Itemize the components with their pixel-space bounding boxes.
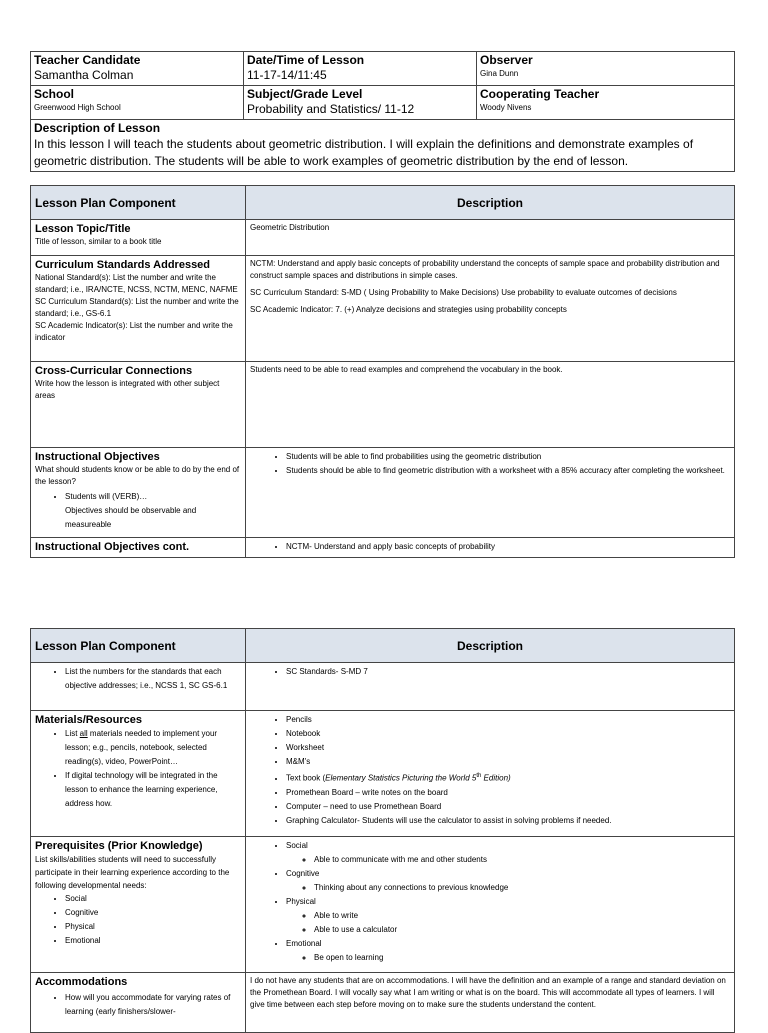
accom-title: Accommodations <box>35 976 128 988</box>
list-item: • Students should be able to find geometric distribution with a worksheet with a 85% accuracy after completing the worksheet. <box>286 464 730 478</box>
prereq-title: Prerequisites (Prior Knowledge) <box>35 840 203 852</box>
list-item: • Pencils <box>286 713 730 727</box>
list-item: • Emotional ◦ Be open to learning <box>286 937 730 965</box>
list-item: • List all materials needed to implement your lesson; e.g., pencils, notebook, selected reading(s), video, PowerPoint… <box>65 727 241 769</box>
list-item: • Social ◦ Able to communicate with me and other students <box>286 839 730 867</box>
school-cell <box>31 86 244 120</box>
list-item: • Students will (VERB)… Objectives should be observable and measureable <box>65 490 241 532</box>
table-row <box>31 448 735 538</box>
list-item: • Cognitive ◦ Thinking about any connections to previous knowledge <box>286 867 730 895</box>
list-item: • M&M's <box>286 755 730 769</box>
coop-label: Cooperating Teacher <box>480 87 600 101</box>
component-header: Lesson Plan Component <box>31 629 246 663</box>
objectives-cont-title: Instructional Objectives cont. <box>35 541 190 553</box>
list-item: ◦ Able to communicate with me and other students <box>314 853 730 867</box>
component-header: Lesson Plan Component <box>31 186 246 220</box>
subject-label: Subject/Grade Level <box>247 87 363 101</box>
objectives-hint: What should students know or be able to do by the end of the lesson? <box>35 465 240 486</box>
table-row <box>31 837 735 973</box>
list-item: • Promethean Board – write notes on the board <box>286 786 730 800</box>
description-value: In this lesson I will teach the students about geometric distribution. I will explain the definitions and demonstrate examples of geometric distribution. The students will be able to work examples of geometric distribution by the end of lesson. <box>34 137 694 168</box>
materials-title: Materials/Resources <box>35 714 142 726</box>
observer-value: Gina Dunn <box>480 69 519 78</box>
topic-title: Lesson Topic/Title <box>35 223 131 235</box>
lesson-info-table <box>30 51 735 172</box>
date-label: Date/Time of Lesson <box>247 53 365 67</box>
table-row <box>31 538 735 558</box>
list-item: ◦ Thinking about any connections to previous knowledge <box>314 881 730 895</box>
materials-list <box>250 713 730 828</box>
standards-hint-indicator: SC Academic Indicator(s): List the number and write the indicator <box>35 321 233 342</box>
lesson-plan-table-2 <box>30 628 735 1033</box>
standards-hint-sc: SC Curriculum Standard(s): List the number and write the standard; i.e., GS-6.1 <box>35 297 239 318</box>
date-cell <box>244 52 477 86</box>
list-item: • List the numbers for the standards that each objective addresses; i.e., NCSS 1, SC GS-6.1 <box>65 665 241 693</box>
list-item: • How will you accommodate for varying rates of learning (early finishers/slower- <box>65 991 241 1019</box>
prereq-hint: List skills/abilities students will need to successfully participate in their learning experience according to the following developmental needs: <box>35 855 230 890</box>
list-item: • Emotional <box>65 934 241 948</box>
sc-standards-list <box>250 665 730 679</box>
description-cell <box>31 120 735 172</box>
list-item: • If digital technology will be integrated in the lesson to enhance the learning experience, address how. <box>65 769 241 811</box>
teacher-value: Samantha Colman <box>34 68 134 82</box>
observer-cell <box>477 52 735 86</box>
school-label: School <box>34 87 75 101</box>
list-item: • NCTM- Understand and apply basic concepts of probability <box>286 540 730 554</box>
topic-hint: Title of lesson, similar to a book title <box>35 237 162 246</box>
list-item: • SC Standards- S-MD 7 <box>286 665 730 679</box>
list-item: ◦ Able to write <box>314 909 730 923</box>
standards-hint-national: National Standard(s): List the number and write the standard; i.e., IRA/NCTE, NCSS, NCTM, MENC, NAFME <box>35 273 238 294</box>
cross-title: Cross-Curricular Connections <box>35 365 193 377</box>
observer-label: Observer <box>480 53 533 67</box>
lesson-plan-table-1 <box>30 185 735 558</box>
cross-value: Students need to be able to read examples and comprehend the vocabulary in the book. <box>250 365 563 374</box>
topic-value: Geometric Distribution <box>250 223 330 232</box>
coop-cell <box>477 86 735 120</box>
standards-title: Curriculum Standards Addressed <box>35 259 211 271</box>
standards-national: NCTM: Understand and apply basic concepts of probability understand the concepts of sample space and probability distribution and construct sample spaces and distributions in simple cases. <box>250 259 720 280</box>
objectives-cont-list <box>250 540 730 554</box>
prereq-list <box>250 839 730 965</box>
list-item: • Students will be able to find probabilities using the geometric distribution <box>286 450 730 464</box>
accom-value: I do not have any students that are on accommodations. I will have the definition and an example of a range and standard deviation on the Promethean Board. I will vocally say what I am writing or what is on the board. This will accommodate all types of learners. I will give time between each step before moving on to make sure the students understand the content. <box>250 976 726 1009</box>
list-item: • Physical <box>65 920 241 934</box>
list-item: ◦ Be open to learning <box>314 951 730 965</box>
list-item: • Physical ◦ Able to write ◦ Able to use a calculator <box>286 895 730 937</box>
cross-hint: Write how the lesson is integrated with other subject areas <box>35 379 220 400</box>
date-value: 11-17-14/11:45 <box>247 68 327 82</box>
table-row <box>31 256 735 362</box>
teacher-label: Teacher Candidate <box>34 53 141 67</box>
coop-value: Woody Nivens <box>480 103 532 112</box>
objectives-title: Instructional Objectives <box>35 451 160 463</box>
teacher-cell <box>31 52 244 86</box>
list-item: • Cognitive <box>65 906 241 920</box>
description-label: Description of Lesson <box>34 121 161 135</box>
accom-hint-list <box>35 991 241 1019</box>
table-row <box>31 663 735 711</box>
objectives-list <box>250 450 730 478</box>
table-row <box>31 362 735 448</box>
standards-indicator: SC Academic Indicator: 7. (+) Analyze decisions and strategies using probability concepts <box>250 305 567 314</box>
table-row <box>31 220 735 256</box>
list-item: ◦ Able to use a calculator <box>314 923 730 937</box>
list-item: • Notebook <box>286 727 730 741</box>
list-item: • Graphing Calculator- Students will use the calculator to assist in solving problems if needed. <box>286 814 730 828</box>
materials-hint-list <box>35 727 241 811</box>
table-row <box>31 711 735 837</box>
list-item: • Text book (Elementary Statistics Picturing the World 5th Edition) <box>286 769 730 786</box>
list-item: • Social <box>65 892 241 906</box>
prereq-needs-list <box>35 892 241 948</box>
school-value: Greenwood High School <box>34 103 121 112</box>
subject-value: Probability and Statistics/ 11-12 <box>247 102 415 116</box>
subject-cell <box>244 86 477 120</box>
standards-sc: SC Curriculum Standard: S-MD ( Using Probability to Make Decisions) Use probability to evaluate outcomes of decisions <box>250 288 677 297</box>
list-item: • Computer – need to use Promethean Board <box>286 800 730 814</box>
description-header: Description <box>246 629 735 663</box>
list-item: • Worksheet <box>286 741 730 755</box>
objectives-hint-list <box>35 490 241 532</box>
standards-hint-list <box>35 665 241 693</box>
description-header: Description <box>246 186 735 220</box>
